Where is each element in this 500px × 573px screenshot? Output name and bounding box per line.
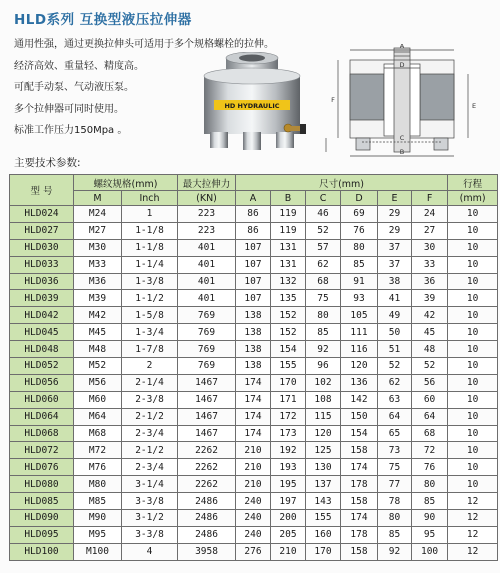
table-cell: 37 <box>378 256 412 273</box>
table-cell: M68 <box>74 425 122 442</box>
model-cell: HLD064 <box>10 408 74 425</box>
model-cell: HLD095 <box>10 526 74 543</box>
table-cell: 769 <box>178 307 236 324</box>
model-cell: HLD036 <box>10 273 74 290</box>
table-cell: M24 <box>74 206 122 223</box>
table-row <box>10 374 498 391</box>
table-cell: 240 <box>236 526 271 543</box>
table-cell: 93 <box>341 290 378 307</box>
table-cell: 46 <box>306 206 341 223</box>
table-cell: 41 <box>378 290 412 307</box>
table-cell: 80 <box>378 510 412 527</box>
col-dim-e: E <box>378 191 412 206</box>
model-cell: HLD080 <box>10 476 74 493</box>
model-cell: HLD030 <box>10 239 74 256</box>
table-cell: M30 <box>74 239 122 256</box>
col-force-unit: (KN) <box>178 191 236 206</box>
table-cell: 10 <box>448 358 498 375</box>
table-cell: 769 <box>178 341 236 358</box>
table-cell: 62 <box>378 374 412 391</box>
table-cell: 276 <box>236 543 271 560</box>
table-cell: 1 <box>122 206 178 223</box>
table-cell: M85 <box>74 493 122 510</box>
table-cell: 2262 <box>178 459 236 476</box>
table-cell: 27 <box>412 222 448 239</box>
table-cell: 57 <box>306 239 341 256</box>
table-row <box>10 324 498 341</box>
dim-label-d: D <box>399 61 405 69</box>
table-cell: 60 <box>412 391 448 408</box>
table-cell: M42 <box>74 307 122 324</box>
table-cell: 2-1/2 <box>122 408 178 425</box>
table-cell: 80 <box>306 307 341 324</box>
table-cell: 152 <box>271 324 306 341</box>
table-cell: 29 <box>378 206 412 223</box>
table-cell: 10 <box>448 408 498 425</box>
table-cell: 12 <box>448 493 498 510</box>
table-cell: 39 <box>412 290 448 307</box>
table-cell: 107 <box>236 273 271 290</box>
feature-item: 多个拉伸器可同时使用。 <box>14 103 124 115</box>
table-cell: 150 <box>341 408 378 425</box>
table-cell: 1-3/4 <box>122 324 178 341</box>
table-cell: 158 <box>341 493 378 510</box>
table-cell: 30 <box>412 239 448 256</box>
table-cell: 120 <box>306 425 341 442</box>
table-cell: 12 <box>448 526 498 543</box>
table-cell: 131 <box>271 239 306 256</box>
table-cell: 192 <box>271 442 306 459</box>
table-cell: 75 <box>306 290 341 307</box>
feature-item: 经济高效、重量轻、精度高。 <box>14 60 144 72</box>
dim-label-c: C <box>399 134 405 142</box>
table-cell: 1-5/8 <box>122 307 178 324</box>
table-cell: 154 <box>271 341 306 358</box>
table-cell: 2 <box>122 358 178 375</box>
header-row-2 <box>10 191 498 206</box>
model-cell: HLD048 <box>10 341 74 358</box>
model-cell: HLD045 <box>10 324 74 341</box>
table-row <box>10 459 498 476</box>
table-cell: 51 <box>378 341 412 358</box>
table-cell: 49 <box>378 307 412 324</box>
table-row <box>10 358 498 375</box>
table-cell: 223 <box>178 222 236 239</box>
model-cell: HLD052 <box>10 358 74 375</box>
col-dim-a: A <box>236 191 271 206</box>
table-cell: 85 <box>306 324 341 341</box>
table-cell: 100 <box>412 543 448 560</box>
table-cell: 2262 <box>178 476 236 493</box>
table-cell: 102 <box>306 374 341 391</box>
model-cell: HLD056 <box>10 374 74 391</box>
col-dim-d: D <box>341 191 378 206</box>
table-cell: 130 <box>306 459 341 476</box>
table-cell: 138 <box>236 358 271 375</box>
spec-table <box>9 174 498 561</box>
table-cell: 171 <box>271 391 306 408</box>
table-cell: 76 <box>412 459 448 476</box>
table-cell: 10 <box>448 442 498 459</box>
table-cell: 2-3/4 <box>122 459 178 476</box>
table-cell: 107 <box>236 239 271 256</box>
table-row <box>10 493 498 510</box>
table-row <box>10 307 498 324</box>
table-body <box>10 206 498 561</box>
table-cell: 33 <box>412 256 448 273</box>
table-cell: 68 <box>412 425 448 442</box>
col-stroke: 行程 <box>448 175 498 191</box>
dim-label-f: F <box>331 96 335 104</box>
table-cell: 85 <box>412 493 448 510</box>
table-cell: M36 <box>74 273 122 290</box>
table-cell: 240 <box>236 493 271 510</box>
table-cell: 170 <box>306 543 341 560</box>
table-cell: 10 <box>448 222 498 239</box>
model-cell: HLD024 <box>10 206 74 223</box>
table-cell: 223 <box>178 206 236 223</box>
table-cell: 36 <box>412 273 448 290</box>
feature-item: 可配手动泵、气动液压泵。 <box>14 82 134 93</box>
table-cell: M45 <box>74 324 122 341</box>
table-cell: 2262 <box>178 442 236 459</box>
col-metric: M <box>74 191 122 206</box>
table-cell: 80 <box>412 476 448 493</box>
model-cell: HLD076 <box>10 459 74 476</box>
table-cell: 72 <box>412 442 448 459</box>
table-cell: 64 <box>378 408 412 425</box>
dim-label-a: A <box>399 44 405 50</box>
table-cell: 10 <box>448 307 498 324</box>
table-cell: 107 <box>236 290 271 307</box>
table-cell: 96 <box>306 358 341 375</box>
table-cell: 10 <box>448 459 498 476</box>
model-cell: HLD027 <box>10 222 74 239</box>
table-row <box>10 543 498 560</box>
dimension-drawing <box>322 44 490 162</box>
table-cell: 120 <box>341 358 378 375</box>
table-cell: 3-1/4 <box>122 476 178 493</box>
table-cell: 52 <box>306 222 341 239</box>
table-cell: 3-3/8 <box>122 493 178 510</box>
model-cell: HLD072 <box>10 442 74 459</box>
table-row <box>10 510 498 527</box>
table-row <box>10 391 498 408</box>
table-cell: 136 <box>341 374 378 391</box>
table-cell: 2-3/8 <box>122 391 178 408</box>
table-cell: 132 <box>271 273 306 290</box>
model-cell: HLD060 <box>10 391 74 408</box>
table-cell: 210 <box>236 476 271 493</box>
table-cell: 69 <box>341 206 378 223</box>
table-cell: 42 <box>412 307 448 324</box>
table-cell: 116 <box>341 341 378 358</box>
header-row <box>10 175 498 191</box>
table-cell: 401 <box>178 273 236 290</box>
table-cell: 174 <box>236 391 271 408</box>
table-cell: 197 <box>271 493 306 510</box>
model-cell: HLD042 <box>10 307 74 324</box>
table-cell: M90 <box>74 510 122 527</box>
table-cell: 172 <box>271 408 306 425</box>
table-cell: 1467 <box>178 391 236 408</box>
table-cell: 174 <box>341 459 378 476</box>
col-inch: Inch <box>122 191 178 206</box>
col-size: 尺寸(mm) <box>236 175 448 191</box>
table-cell: 107 <box>236 256 271 273</box>
model-cell: HLD085 <box>10 493 74 510</box>
table-cell: 178 <box>341 476 378 493</box>
table-row <box>10 425 498 442</box>
table-cell: 142 <box>341 391 378 408</box>
table-cell: 86 <box>236 222 271 239</box>
table-row <box>10 290 498 307</box>
table-cell: 401 <box>178 290 236 307</box>
table-cell: 12 <box>448 510 498 527</box>
table-cell: 10 <box>448 476 498 493</box>
table-cell: 1-1/8 <box>122 239 178 256</box>
table-cell: 1-1/4 <box>122 256 178 273</box>
table-cell: 158 <box>341 442 378 459</box>
table-cell: M60 <box>74 391 122 408</box>
table-cell: 138 <box>236 324 271 341</box>
table-cell: 111 <box>341 324 378 341</box>
table-cell: 105 <box>341 307 378 324</box>
table-cell: 119 <box>271 222 306 239</box>
table-cell: 1-7/8 <box>122 341 178 358</box>
table-cell: 178 <box>341 526 378 543</box>
table-row <box>10 222 498 239</box>
table-cell: 3-1/2 <box>122 510 178 527</box>
table-cell: 38 <box>378 273 412 290</box>
table-cell: 4 <box>122 543 178 560</box>
table-cell: 76 <box>341 222 378 239</box>
table-cell: 10 <box>448 273 498 290</box>
table-cell: 75 <box>378 459 412 476</box>
table-cell: 92 <box>378 543 412 560</box>
table-cell: 1-3/8 <box>122 273 178 290</box>
table-cell: 170 <box>271 374 306 391</box>
table-cell: 10 <box>448 256 498 273</box>
table-cell: 45 <box>412 324 448 341</box>
table-cell: 154 <box>341 425 378 442</box>
table-cell: 138 <box>236 307 271 324</box>
table-cell: 401 <box>178 256 236 273</box>
table-cell: 769 <box>178 324 236 341</box>
table-cell: 769 <box>178 358 236 375</box>
table-cell: 2486 <box>178 510 236 527</box>
dim-label-e: E <box>471 102 477 110</box>
table-cell: 2-3/4 <box>122 425 178 442</box>
table-cell: 210 <box>271 543 306 560</box>
table-cell: M64 <box>74 408 122 425</box>
dim-label-b: B <box>399 148 405 156</box>
table-cell: 155 <box>271 358 306 375</box>
page-title: HLD系列 互换型液压拉伸器 <box>14 12 192 28</box>
model-cell: HLD068 <box>10 425 74 442</box>
table-cell: 2486 <box>178 526 236 543</box>
table-cell: M76 <box>74 459 122 476</box>
table-cell: 65 <box>378 425 412 442</box>
table-cell: 115 <box>306 408 341 425</box>
table-cell: 86 <box>236 206 271 223</box>
table-cell: 10 <box>448 290 498 307</box>
feature-item: 标准工作压力150Mpa 。 <box>14 125 128 136</box>
table-cell: M27 <box>74 222 122 239</box>
table-cell: 401 <box>178 239 236 256</box>
table-cell: 210 <box>236 442 271 459</box>
product-photo <box>196 52 308 154</box>
table-cell: 108 <box>306 391 341 408</box>
table-cell: 52 <box>412 358 448 375</box>
table-cell: 1467 <box>178 408 236 425</box>
col-stroke-unit: (mm) <box>448 191 498 206</box>
table-cell: 80 <box>341 239 378 256</box>
table-row <box>10 273 498 290</box>
table-cell: 48 <box>412 341 448 358</box>
table-cell: 68 <box>306 273 341 290</box>
table-cell: 125 <box>306 442 341 459</box>
table-cell: 3958 <box>178 543 236 560</box>
table-cell: 158 <box>341 543 378 560</box>
table-cell: 135 <box>271 290 306 307</box>
model-cell: HLD033 <box>10 256 74 273</box>
table-cell: 92 <box>306 341 341 358</box>
table-cell: 52 <box>378 358 412 375</box>
table-cell: 174 <box>236 408 271 425</box>
model-cell: HLD039 <box>10 290 74 307</box>
feature-item: 通用性强，通过更换拉伸头可适用于多个规格螺栓的拉伸。 <box>14 39 274 50</box>
table-cell: 174 <box>236 425 271 442</box>
table-cell: 240 <box>236 510 271 527</box>
table-cell: M80 <box>74 476 122 493</box>
table-cell: 91 <box>341 273 378 290</box>
table-cell: 12 <box>448 543 498 560</box>
table-cell: 1-1/8 <box>122 222 178 239</box>
table-cell: 10 <box>448 391 498 408</box>
table-cell: 160 <box>306 526 341 543</box>
table-cell: 210 <box>236 459 271 476</box>
table-cell: 78 <box>378 493 412 510</box>
col-dim-c: C <box>306 191 341 206</box>
table-row <box>10 206 498 223</box>
table-row <box>10 526 498 543</box>
table-cell: 62 <box>306 256 341 273</box>
table-cell: 195 <box>271 476 306 493</box>
table-cell: M33 <box>74 256 122 273</box>
table-cell: M48 <box>74 341 122 358</box>
table-cell: 10 <box>448 374 498 391</box>
table-cell: 155 <box>306 510 341 527</box>
table-cell: 77 <box>378 476 412 493</box>
table-row <box>10 476 498 493</box>
table-cell: M52 <box>74 358 122 375</box>
table-cell: 152 <box>271 307 306 324</box>
table-cell: 1-1/2 <box>122 290 178 307</box>
table-row <box>10 442 498 459</box>
table-cell: 131 <box>271 256 306 273</box>
table-cell: 2-1/4 <box>122 374 178 391</box>
model-cell: HLD100 <box>10 543 74 560</box>
table-cell: 2486 <box>178 493 236 510</box>
table-cell: 3-3/8 <box>122 526 178 543</box>
table-cell: 85 <box>378 526 412 543</box>
table-cell: 64 <box>412 408 448 425</box>
table-cell: 10 <box>448 341 498 358</box>
table-cell: 174 <box>341 510 378 527</box>
table-cell: 193 <box>271 459 306 476</box>
table-row <box>10 256 498 273</box>
table-cell: 95 <box>412 526 448 543</box>
table-cell: 205 <box>271 526 306 543</box>
table-cell: 2-1/2 <box>122 442 178 459</box>
table-cell: 143 <box>306 493 341 510</box>
col-dim-f: F <box>412 191 448 206</box>
table-cell: 10 <box>448 425 498 442</box>
table-cell: M100 <box>74 543 122 560</box>
table-cell: M95 <box>74 526 122 543</box>
table-cell: 119 <box>271 206 306 223</box>
table-cell: 37 <box>378 239 412 256</box>
table-cell: 10 <box>448 239 498 256</box>
table-cell: 138 <box>236 341 271 358</box>
table-cell: M39 <box>74 290 122 307</box>
col-thread: 螺纹规格(mm) <box>74 175 178 191</box>
table-cell: 10 <box>448 206 498 223</box>
table-cell: 63 <box>378 391 412 408</box>
col-model: 型 号 <box>10 175 74 206</box>
table-cell: 200 <box>271 510 306 527</box>
table-cell: M56 <box>74 374 122 391</box>
col-dim-b: B <box>271 191 306 206</box>
table-cell: 173 <box>271 425 306 442</box>
brand-label: HD HYDRAULIC <box>224 102 280 110</box>
table-cell: 174 <box>236 374 271 391</box>
table-row <box>10 239 498 256</box>
params-title: 主要技术参数: <box>14 157 81 169</box>
table-cell: 1467 <box>178 425 236 442</box>
table-cell: 10 <box>448 324 498 341</box>
table-row <box>10 408 498 425</box>
table-cell: 73 <box>378 442 412 459</box>
table-cell: 137 <box>306 476 341 493</box>
table-cell: 50 <box>378 324 412 341</box>
table-cell: 90 <box>412 510 448 527</box>
table-cell: 24 <box>412 206 448 223</box>
col-force: 最大拉伸力 <box>178 175 236 191</box>
table-cell: 85 <box>341 256 378 273</box>
table-cell: 29 <box>378 222 412 239</box>
table-cell: M72 <box>74 442 122 459</box>
model-cell: HLD090 <box>10 510 74 527</box>
table-cell: 1467 <box>178 374 236 391</box>
table-cell: 56 <box>412 374 448 391</box>
table-row <box>10 341 498 358</box>
